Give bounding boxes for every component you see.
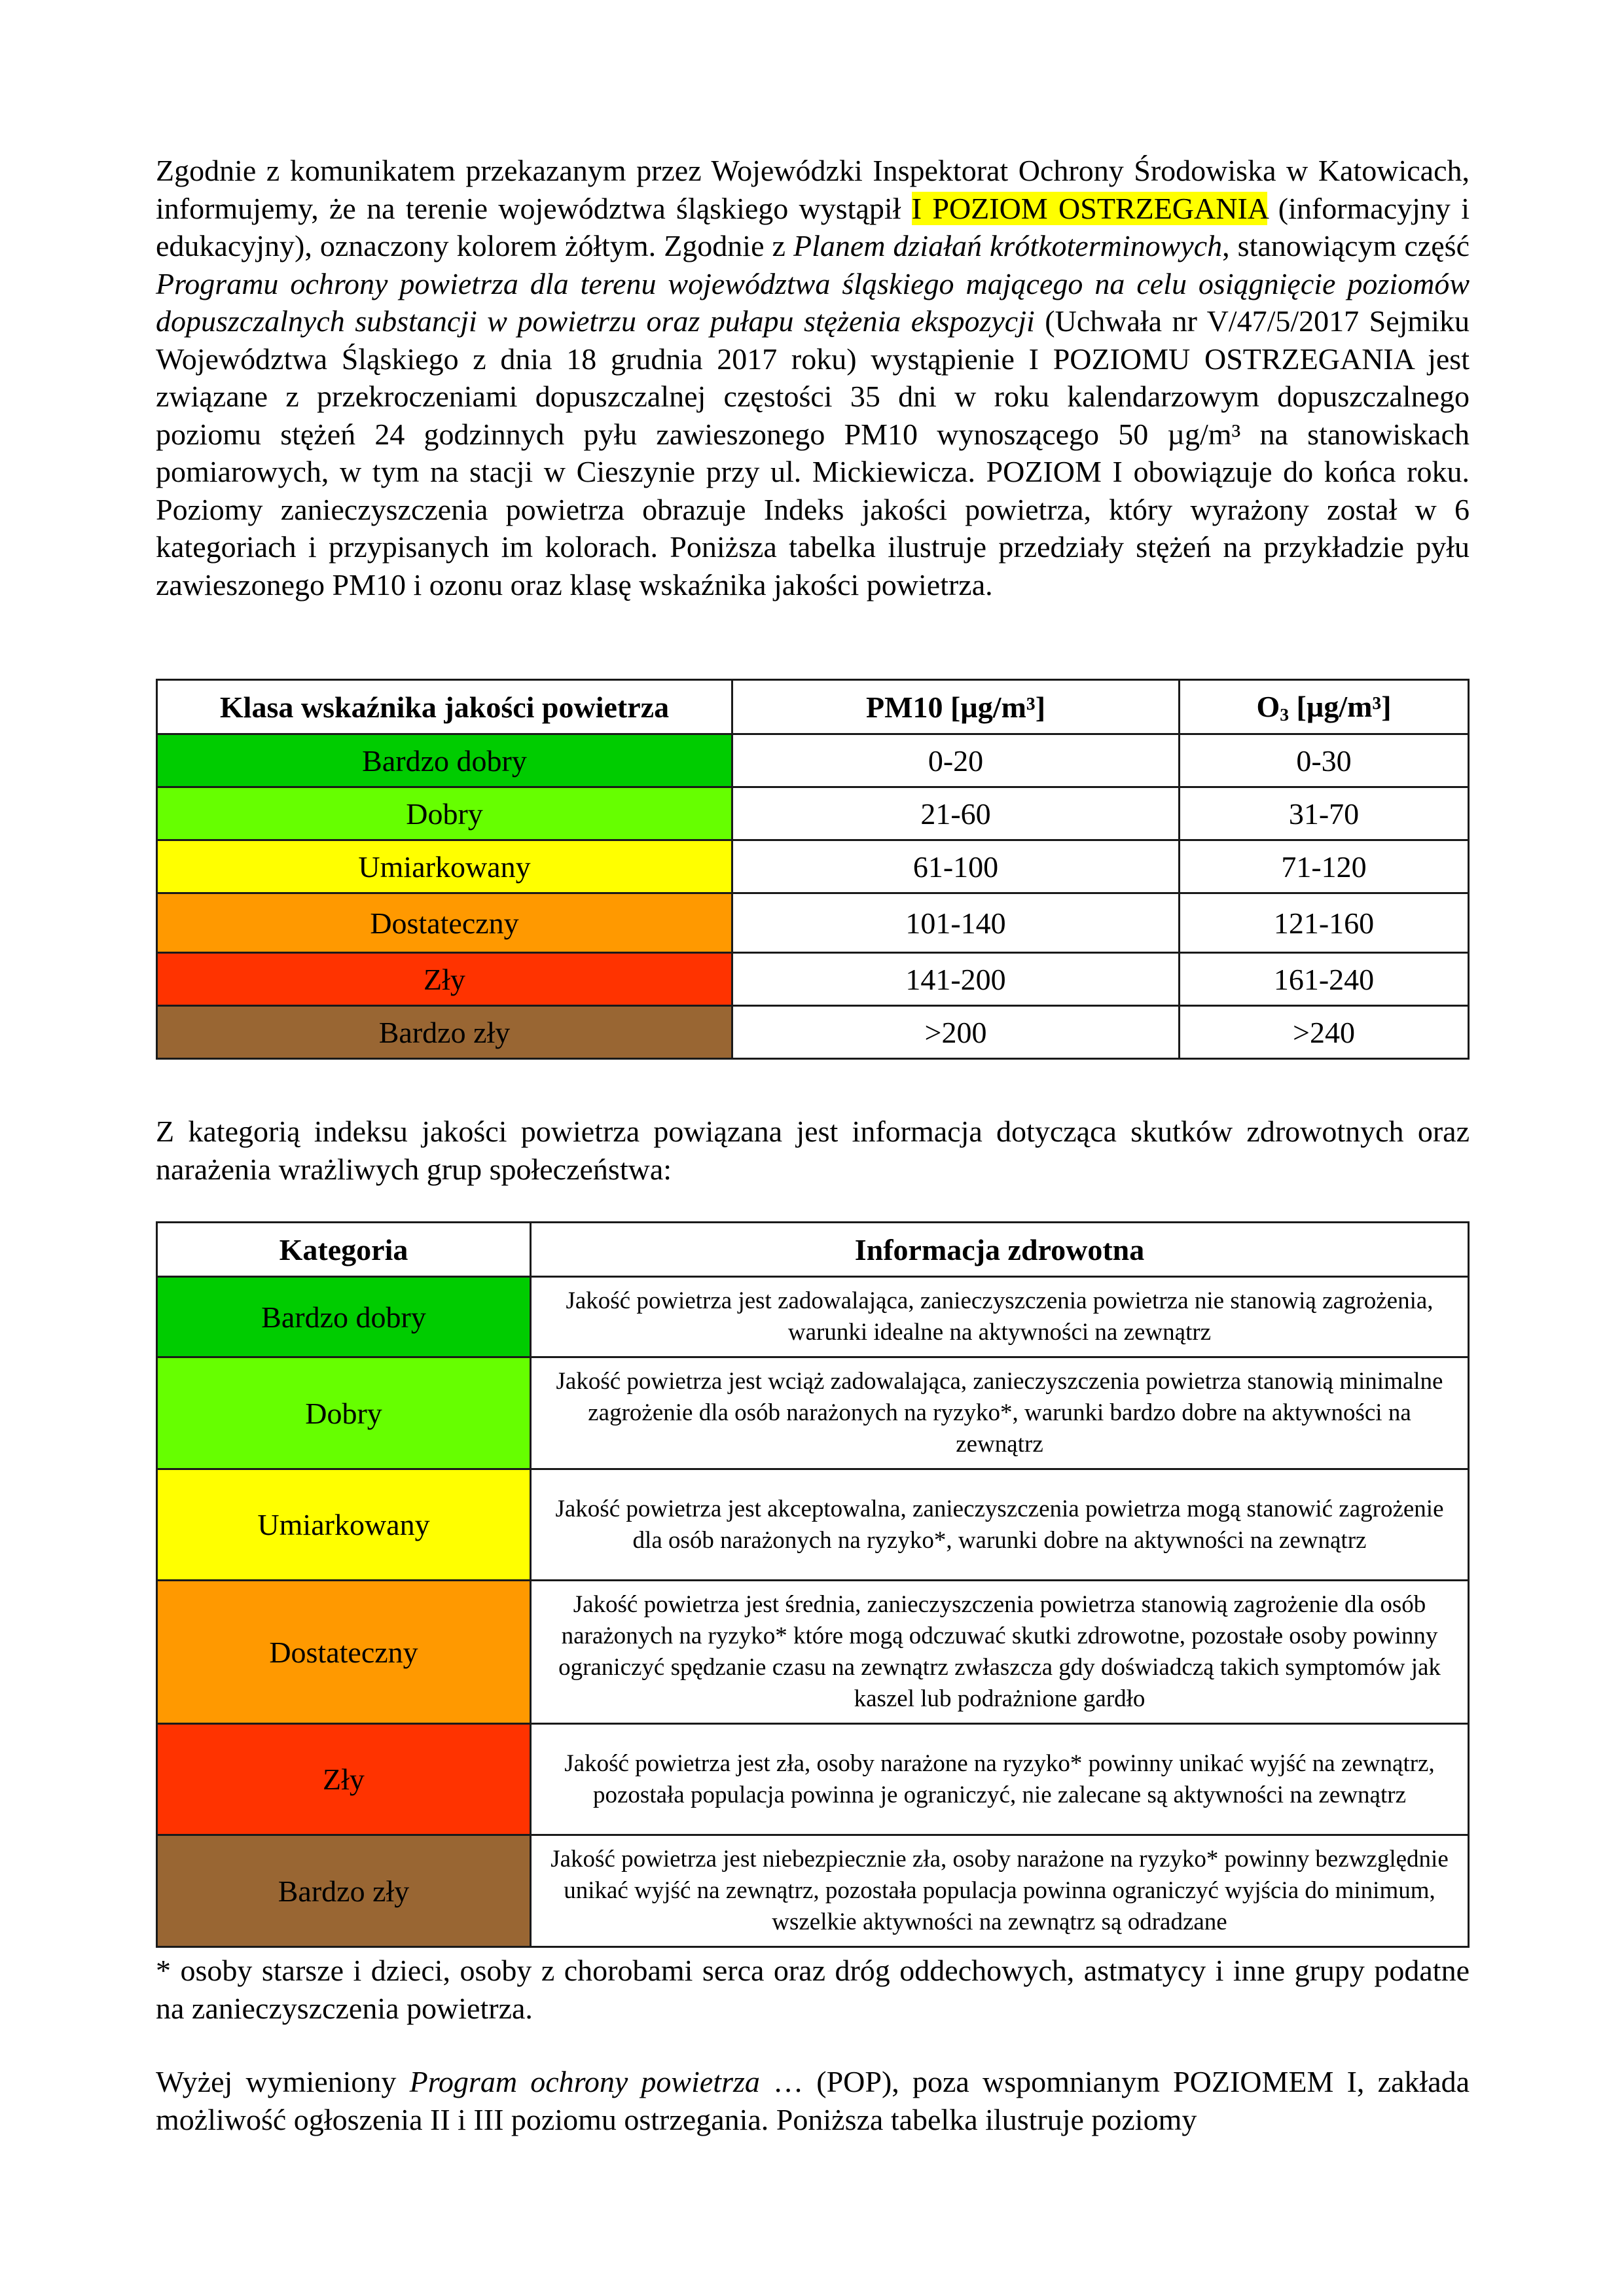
o3-subscript: 3 (1280, 704, 1290, 725)
category-cell: Dostateczny (157, 1581, 531, 1724)
table-row (157, 1006, 1469, 1059)
pop-text-2: … (POP), poza wspomnianym POZIOMEM I, zakłada możliwość ogłoszenia II i III poziomu ostrzegania. Poniższa tabelka ilustruje poziomy (156, 2065, 1470, 2136)
o3-cell: 71-120 (1180, 840, 1469, 893)
class-cell: Zły (157, 953, 732, 1006)
table-row (157, 893, 1469, 953)
footnote-section (156, 1952, 1470, 2027)
table-row (157, 1277, 1469, 1357)
category-cell: Umiarkowany (157, 1469, 531, 1581)
table-row (157, 1469, 1469, 1581)
table-header-row (157, 680, 1469, 734)
pop-paragraph (156, 2063, 1470, 2138)
header-info: Informacja zdrowotna (531, 1223, 1469, 1277)
pm10-cell: 141-200 (732, 953, 1180, 1006)
table-row (157, 1724, 1469, 1835)
pop-program-title: Program ochrony powietrza (409, 2065, 760, 2098)
program-title: Programu ochrony powietrza dla terenu województwa śląskiego mającego na celu osiągnięcie poziomów dopuszczalnych substancji w powietrzu oraz pułapu stężenia ekspozycji (156, 266, 1470, 338)
health-info-cell: Jakość powietrza jest zła, osoby narażone na ryzyko* powinny unikać wyjść na zewnątrz, pozostała populacja powinna je ograniczyć, nie zalecane są aktywności na zewnątrz (531, 1724, 1469, 1835)
air-quality-index-table (156, 679, 1470, 1060)
intro-paragraph (156, 152, 1470, 603)
footnote: * osoby starsze i dzieci, osoby z chorobami serca oraz dróg oddechowych, astmatycy i inne grupy podatne na zanieczyszczenia powietrza. (156, 1954, 1470, 2025)
table-row (157, 734, 1469, 787)
o3-cell: 31-70 (1180, 787, 1469, 840)
table-row (157, 1357, 1469, 1469)
o3-cell: 121-160 (1180, 893, 1469, 953)
class-cell: Dobry (157, 787, 732, 840)
pop-section (156, 2063, 1470, 2138)
health-info-cell: Jakość powietrza jest wciąż zadowalająca, zanieczyszczenia powietrza stanowią minimalne zagrożenie dla osób narażonych na ryzyko*, warunki bardzo dobre na aktywności na zewnątrz (531, 1357, 1469, 1469)
intro-text-4: (Uchwała nr V/47/5/2017 Sejmiku Województwa Śląskiego z dnia 18 grudnia 2017 roku) wystąpienie I POZIOMU OSTRZEGANIA jest związane z przekroczeniami dopuszczalnej częstości 35 dni w roku kalendarzowym dopuszczalnego poziomu stężeń 24 godzinnych pyłu zawieszonego PM10 wynoszącego 50 µg/m³ na stanowiskach pomiarowych, w tym na stacji w Cieszynie przy ul. Mickiewicza. POZIOM I obowiązuje do końca roku. Poziomy zanieczyszczenia powietrza obrazuje Indeks jakości powietrza, który wyrażony został w 6 kategoriach i przypisanych im kolorach. Poniższa tabelka ilustruje przedziały stężeń na przykładzie pyłu zawieszonego PM10 i ozonu oraz klasę wskaźnika jakości powietrza. (156, 304, 1470, 601)
health-info-table (156, 1221, 1470, 1948)
header-o3 (1180, 680, 1469, 734)
class-cell: Umiarkowany (157, 840, 732, 893)
health-intro-paragraph: Z kategorią indeksu jakości powietrza powiązana jest informacja dotycząca skutków zdrowotnych oraz narażenia wrażliwych grup społeczeństwa: (156, 1115, 1470, 1186)
o3-cell: >240 (1180, 1006, 1469, 1059)
header-pm10: PM10 [µg/m³] (732, 680, 1180, 734)
category-cell: Bardzo dobry (157, 1277, 531, 1357)
health-info-cell: Jakość powietrza jest średnia, zanieczyszczenia powietrza stanowią zagrożenie dla osób narażonych na ryzyko* które mogą odczuwać skutki zdrowotne, pozostałe osoby powinny ograniczyć spędzanie czasu na zewnątrz zwłaszcza gdy doświadczą takich symptomów jak kaszel lub podrażnione gardło (531, 1581, 1469, 1724)
class-cell: Bardzo dobry (157, 734, 732, 787)
pm10-cell: 61-100 (732, 840, 1180, 893)
health-info-cell: Jakość powietrza jest zadowalająca, zanieczyszczenia powietrza nie stanowią zagrożenia, warunki idealne na aktywności na zewnątrz (531, 1277, 1469, 1357)
health-intro-section (156, 1113, 1470, 1188)
pm10-cell: 21-60 (732, 787, 1180, 840)
pm10-cell: 0-20 (732, 734, 1180, 787)
health-info-cell: Jakość powietrza jest niebezpiecznie zła, osoby narażone na ryzyko* powinny bezwzględnie unikać wyjść na zewnątrz, pozostała populacja powinna ograniczyć wyjścia do minimum, wszelkie aktywności na zewnątrz są odradzane (531, 1835, 1469, 1947)
intro-section (156, 152, 1470, 603)
health-info-cell: Jakość powietrza jest akceptowalna, zanieczyszczenia powietrza mogą stanowić zagrożenie dla osób narażonych na ryzyko*, warunki dobre na aktywności na zewnątrz (531, 1469, 1469, 1581)
intro-text-1: Zgodnie z komunikatem przekazanym przez Wojewódzki Inspektorat Ochrony Środowiska w Katowicach, informujemy, że na terenie województwa śląskiego wystąpił (156, 154, 1470, 225)
warning-level-highlight: I POZIOM OSTRZEGANIA (911, 191, 1268, 225)
o3-symbol: O (1256, 689, 1280, 723)
intro-text-2: (informacyjny i edukacyjny), oznaczony kolorem żółtym. Zgodnie z (156, 191, 1470, 262)
category-cell: Zły (157, 1724, 531, 1835)
plan-title: Planem działań krótkoterminowych (793, 229, 1223, 262)
pop-text-1: Wyżej wymieniony (156, 2065, 410, 2098)
table-row (157, 1835, 1469, 1947)
o3-cell: 161-240 (1180, 953, 1469, 1006)
class-cell: Bardzo zły (157, 1006, 732, 1059)
intro-text-3: , stanowiącym część (1222, 229, 1470, 262)
header-klasa: Klasa wskaźnika jakości powietrza (157, 680, 732, 734)
category-cell: Bardzo zły (157, 1835, 531, 1947)
o3-unit: [µg/m³] (1289, 689, 1392, 723)
category-cell: Dobry (157, 1357, 531, 1469)
table-row (157, 1581, 1469, 1724)
pm10-cell: >200 (732, 1006, 1180, 1059)
table-header-row (157, 1223, 1469, 1277)
table-row (157, 953, 1469, 1006)
pm10-cell: 101-140 (732, 893, 1180, 953)
table-row (157, 787, 1469, 840)
header-kategoria: Kategoria (157, 1223, 531, 1277)
table-row (157, 840, 1469, 893)
class-cell: Dostateczny (157, 893, 732, 953)
o3-cell: 0-30 (1180, 734, 1469, 787)
